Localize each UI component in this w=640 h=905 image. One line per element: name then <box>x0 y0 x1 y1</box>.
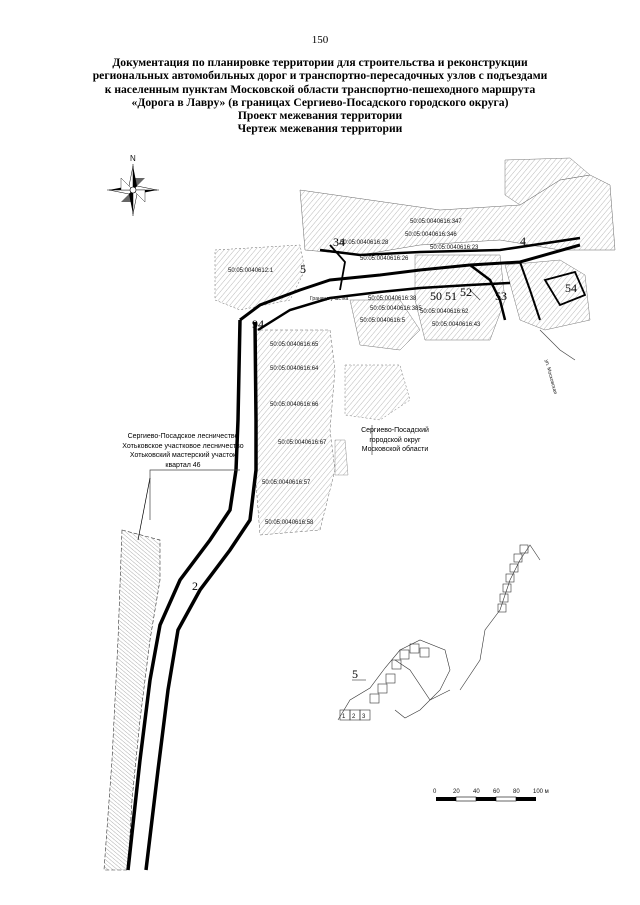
zone-number: 51 <box>445 289 457 303</box>
scale-bar <box>433 789 549 801</box>
street-label: ул. Московская <box>543 358 559 395</box>
parcel-label: 50:05:0040616:23 <box>430 245 479 251</box>
district-label-line: городской округ <box>369 436 421 444</box>
parcel-label: 50:05:0040616:347 <box>410 219 462 225</box>
title-line: Документация по планировке территории для строительства и реконструкции <box>112 56 528 69</box>
scale-tick-label: 100 м <box>533 789 549 795</box>
zone-number: 34 <box>333 235 345 249</box>
parcel-label: 50:05:0040616:64 <box>270 366 319 372</box>
title-line: региональных автомобильных дорог и транспортно-пересадочных узлов с подъездами <box>92 69 548 83</box>
scale-tick-label: 60 <box>493 789 500 795</box>
scale-tick-label: 0 <box>433 789 437 795</box>
parcel-label: 50:05:0040616:28 <box>340 240 389 246</box>
forest-label-line: Сергиево-Посадское лесничество <box>127 433 239 440</box>
page-number: 150 <box>311 34 329 46</box>
district-label-line: Сергиево-Посадский <box>361 427 429 434</box>
title-line: к населенным пунктам Московской области транспортно-пешеходного маршрута <box>104 82 536 96</box>
parcel-label: 50:05:0040616:66 <box>270 402 319 408</box>
title-line: Чертеж межевания территории <box>237 122 403 136</box>
district-label-line: Московской области <box>361 446 429 453</box>
parcel-label: 50:05:0040616:5 <box>360 318 406 324</box>
leader-line <box>138 478 150 540</box>
zone-number: 5 <box>300 262 306 276</box>
zone-number: 52 <box>460 285 472 299</box>
key-map-sheet: 1 <box>342 714 346 720</box>
north-label: N <box>130 154 136 163</box>
key-map <box>338 545 540 720</box>
compass-rose-icon <box>107 154 159 216</box>
key-map-label: 5 <box>352 667 358 681</box>
key-map-sheet: 2 <box>352 714 356 720</box>
parcel-label: 50:05:0040616:38 <box>368 296 417 302</box>
parcel-label: 50:05:0040616:346 <box>405 232 457 238</box>
parcel-label: 50:05:0040616:58 <box>265 520 314 526</box>
forest-label <box>78 432 288 470</box>
title-line: Проект межевания территории <box>237 109 403 123</box>
forest-label-line: Хотьковский мастерский участок <box>129 452 237 459</box>
parcel-label: 50:05:0040616:67 <box>278 440 327 446</box>
forest-label-line: Хотьковское участковое лесничество <box>122 442 244 450</box>
zone-number: 2 <box>192 579 198 593</box>
parcel-areas <box>104 158 615 870</box>
zone-number: 94 <box>252 317 264 331</box>
parcel-label: 50:05:0040612:1 <box>228 268 274 274</box>
parcel-label: 50:05:0040616:26 <box>360 256 409 262</box>
zone-number: 4 <box>520 234 526 248</box>
parcel-label: 50:05:0040616:57 <box>262 480 311 486</box>
parcel-label: 50:05:0040616:43 <box>432 322 481 328</box>
parcel-label: 50:05:0040616:65 <box>270 342 319 348</box>
zone-number: 50 <box>430 289 442 303</box>
scale-tick-label: 40 <box>473 789 480 795</box>
parcel-label: 50:05:0040616:62 <box>420 309 469 315</box>
forest-label-line: квартал 46 <box>165 461 201 469</box>
parcel-label: 50:05:0040616:385 <box>370 306 422 312</box>
title-line: «Дорога в Лавру» (в границах Сергиево-Посадского городского округа) <box>131 95 509 109</box>
district-label <box>340 426 450 455</box>
scale-tick-label: 20 <box>453 789 460 795</box>
scale-tick-label: 80 <box>513 789 520 795</box>
zone-number: 54 <box>565 281 577 295</box>
zone-number: 53 <box>495 289 507 303</box>
street-label: Граница участка <box>310 296 349 302</box>
key-map-sheet: 3 <box>362 714 366 720</box>
